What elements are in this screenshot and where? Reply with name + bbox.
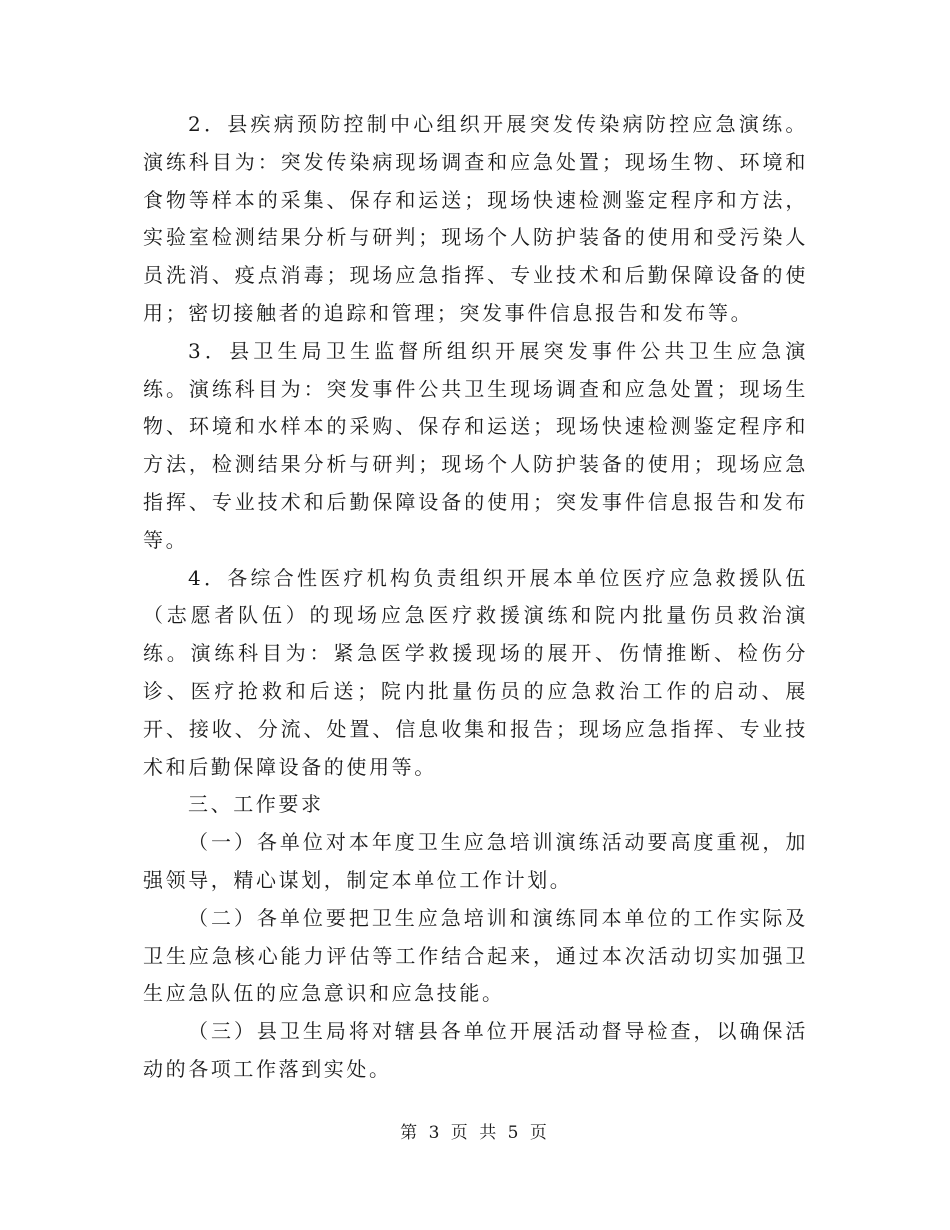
paragraph-item-2-cdc-drill: 2．县疾病预防控制中心组织开展突发传染病防控应急演练。演练科目为：突发传染病现场调查和应急处置；现场生物、环境和食物等样本的采集、保存和运送；现场快速检测鉴定程序和方法，实验室检测结果分析与研判；现场个人防护装备的使用和受污染人员洗消、疫点消毒；现场应急指挥、专业技术和后勤保障设备的使用；密切接触者的追踪和管理；突发事件信息报告和发布等。	[143, 112, 808, 325]
page-number-footer: 第 3 页 共 5 页	[400, 1123, 550, 1143]
paragraph-item-3-supervision-drill: 3．县卫生局卫生监督所组织开展突发事件公共卫生应急演练。演练科目为：突发事件公共卫生现场调查和应急处置；现场生物、环境和水样本的采购、保存和运送；现场快速检测鉴定程序和方法，检测结果分析与研判；现场个人防护装备的使用；现场应急指挥、专业技术和后勤保障设备的使用；突发事件信息报告和发布等。	[143, 338, 808, 552]
paragraph-requirement-1: （一）各单位对本年度卫生应急培训演练活动要高度重视，加强领导，精心谋划，制定本单位工作计划。	[143, 830, 808, 892]
paragraph-requirement-2: （二）各单位要把卫生应急培训和演练同本单位的工作实际及卫生应急核心能力评估等工作结合起来，通过本次活动切实加强卫生应急队伍的应急意识和应急技能。	[143, 905, 808, 1006]
paragraph-item-4-hospital-drill: 4．各综合性医疗机构负责组织开展本单位医疗应急救援队伍（志愿者队伍）的现场应急医疗救援演练和院内批量伤员救治演练。演练科目为：紧急医学救援现场的展开、伤情推断、检伤分诊、医疗抢救和后送；院内批量伤员的应急救治工作的启动、展开、接收、分流、处置、信息收集和报告；现场应急指挥、专业技术和后勤保障设备的使用等。	[143, 565, 808, 779]
paragraph-requirement-3: （三）县卫生局将对辖县各单位开展活动督导检查，以确保活动的各项工作落到实处。	[143, 1019, 808, 1081]
section-heading-work-requirements: 三、工作要求	[188, 792, 324, 817]
document-body	[143, 106, 808, 1089]
